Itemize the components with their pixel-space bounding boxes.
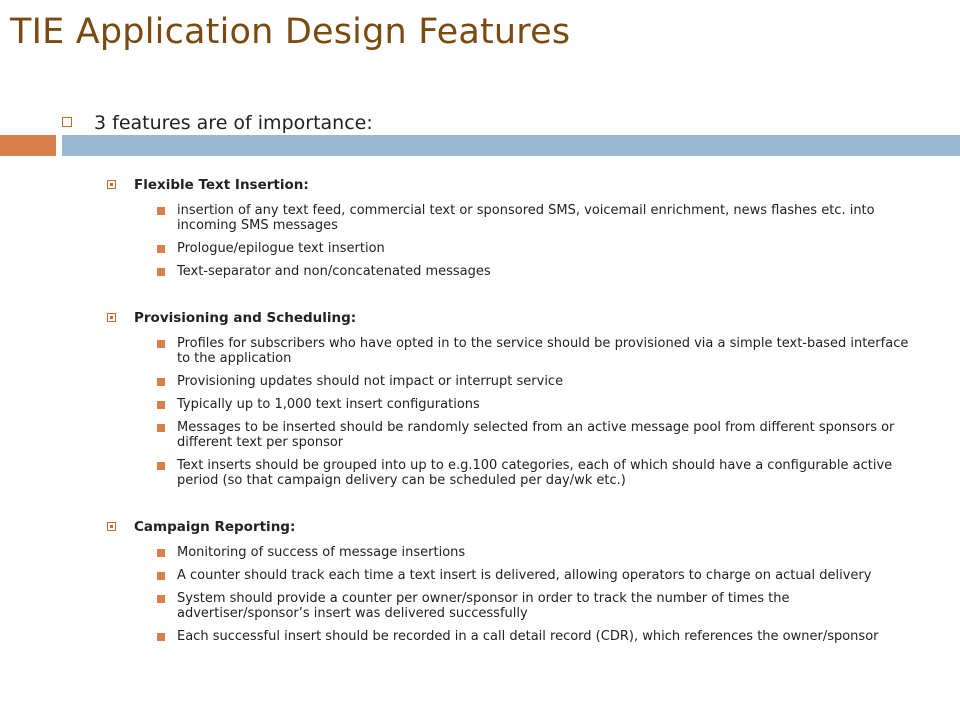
list-item: insertion of any text feed, commercial text or sponsored SMS, voicemail enrichment, news flashes etc. into incoming SMS messages bbox=[0, 203, 960, 233]
list-item: A counter should track each time a text insert is delivered, allowing operators to charge on actual delivery bbox=[0, 568, 960, 583]
square-bullet-icon bbox=[107, 180, 116, 189]
list-item: Messages to be inserted should be randomly selected from an active message pool from different sponsors or different text per sponsor bbox=[0, 420, 960, 450]
list-item: Each successful insert should be recorded in a call detail record (CDR), which references the owner/sponsor bbox=[0, 629, 960, 644]
list-item: System should provide a counter per owner/sponsor in order to track the number of times the advertiser/sponsor’s insert was delivered successfully bbox=[0, 591, 960, 621]
section-heading-text: Flexible Text Insertion: bbox=[134, 177, 309, 193]
square-bullet-icon bbox=[107, 313, 116, 322]
list-item: Monitoring of success of message insertions bbox=[0, 545, 960, 560]
accent-bar-blue bbox=[62, 135, 960, 156]
list-item: Text-separator and non/concatenated messages bbox=[0, 264, 960, 279]
intro-text: 3 features are of importance: bbox=[94, 112, 373, 134]
section-heading bbox=[107, 518, 960, 537]
section-campaign-reporting bbox=[0, 518, 960, 644]
bullet-list bbox=[0, 203, 960, 279]
section-heading-text: Campaign Reporting: bbox=[134, 519, 296, 535]
section-flexible-text-insertion bbox=[0, 176, 960, 279]
square-bullet-icon bbox=[62, 117, 72, 127]
list-item: Profiles for subscribers who have opted in to the service should be provisioned via a simple text-based interface to the application bbox=[0, 336, 960, 366]
list-item: Text inserts should be grouped into up to e.g.100 categories, each of which should have a configurable active period (so that campaign delivery can be scheduled per day/wk etc.) bbox=[0, 458, 960, 488]
square-bullet-icon bbox=[107, 522, 116, 531]
list-item: Typically up to 1,000 text insert configurations bbox=[0, 397, 960, 412]
bullet-list bbox=[0, 545, 960, 644]
section-heading bbox=[107, 176, 960, 195]
intro-line bbox=[62, 112, 373, 134]
bullet-list bbox=[0, 336, 960, 488]
section-heading-text: Provisioning and Scheduling: bbox=[134, 310, 357, 326]
slide-title: TIE Application Design Features bbox=[10, 12, 571, 52]
list-item: Prologue/epilogue text insertion bbox=[0, 241, 960, 256]
section-heading bbox=[107, 309, 960, 328]
list-item: Provisioning updates should not impact or interrupt service bbox=[0, 374, 960, 389]
accent-bar-orange bbox=[0, 135, 56, 156]
slide-content bbox=[0, 176, 960, 644]
section-provisioning-scheduling bbox=[0, 309, 960, 488]
